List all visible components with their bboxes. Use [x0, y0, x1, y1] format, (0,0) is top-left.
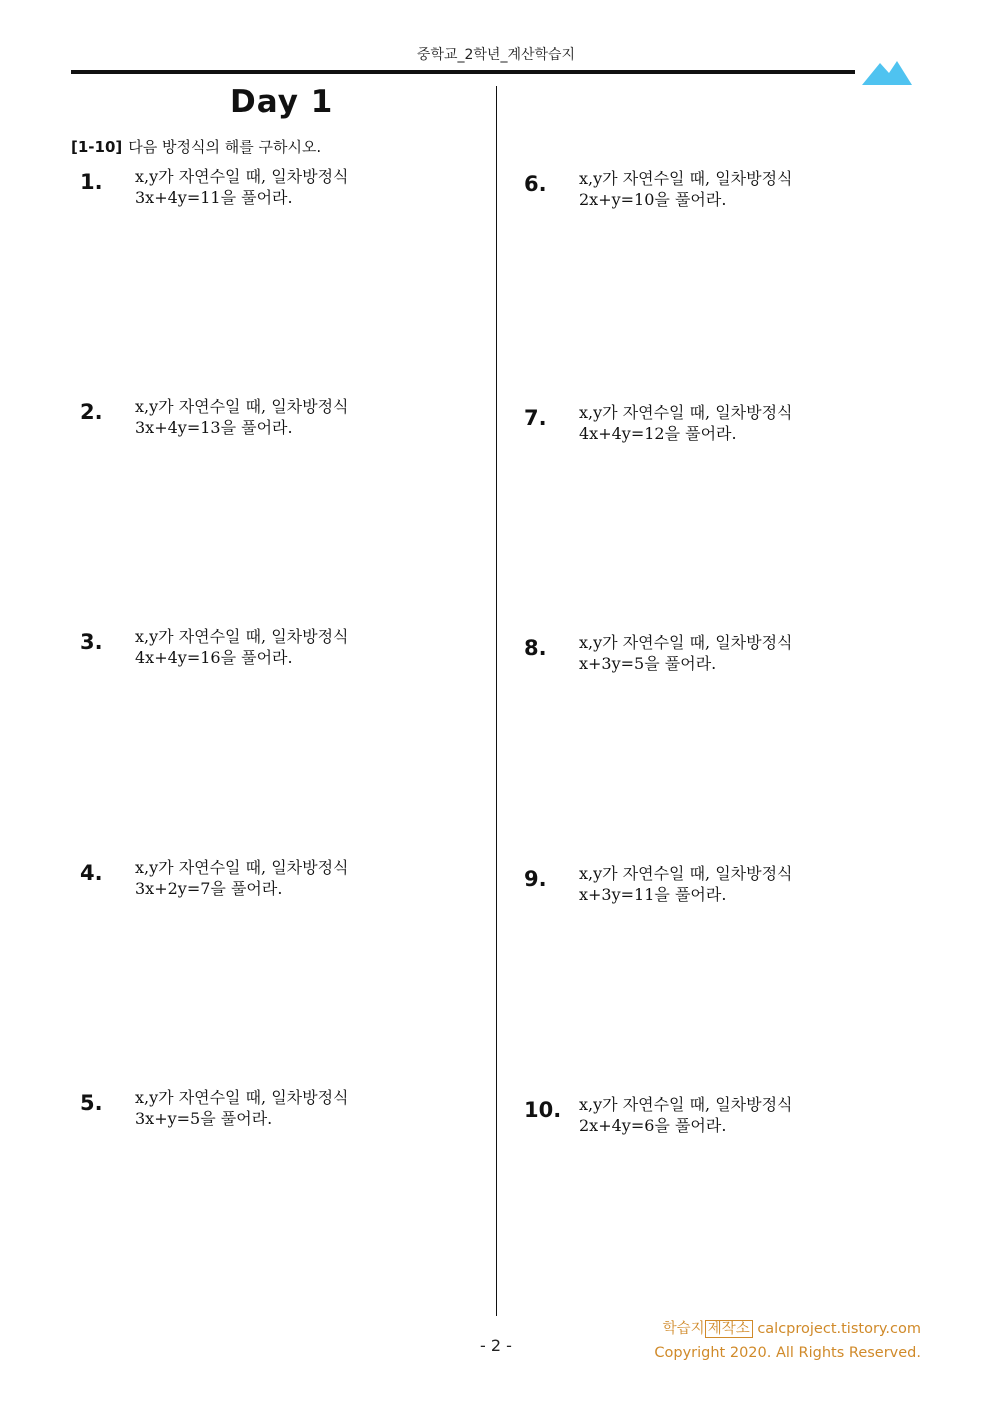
problem-number: 1. — [80, 170, 103, 194]
problem-line2: 2x+4y=6을 풀어라. — [579, 1116, 727, 1135]
problem-number: 10. — [524, 1098, 562, 1122]
problem-number: 5. — [80, 1091, 103, 1115]
instruction-text: 다음 방정식의 해를 구하시오. — [128, 138, 322, 156]
header-title: 중학교_2학년_계산학습지 — [416, 47, 576, 63]
footer — [654, 1317, 921, 1365]
problem-line1: x,y가 자연수일 때, 일차방정식 — [135, 1088, 349, 1107]
problem-number: 8. — [524, 636, 547, 660]
problem-line2: 2x+y=10을 풀어라. — [579, 190, 727, 209]
problem-line1: x,y가 자연수일 때, 일차방정식 — [579, 169, 793, 188]
problem-line2: 4x+4y=12을 풀어라. — [579, 424, 737, 443]
header-rule — [71, 70, 855, 74]
problem-line1: x,y가 자연수일 때, 일차방정식 — [135, 627, 349, 646]
problem-line2: 4x+4y=16을 풀어라. — [135, 648, 293, 667]
day-title: Day 1 — [230, 84, 334, 120]
problem-line2: 3x+4y=11을 풀어라. — [135, 188, 293, 207]
problem-number: 6. — [524, 172, 547, 196]
footer-copyright: Copyright 2020. All Rights Reserved. — [654, 1345, 921, 1361]
problem-line1: x,y가 자연수일 때, 일차방정식 — [579, 864, 793, 883]
instruction — [71, 136, 321, 157]
footer-brand-prefix: 학습지 — [662, 1321, 705, 1337]
problem-line2: 3x+2y=7을 풀어라. — [135, 879, 283, 898]
problem-line2: 3x+y=5을 풀어라. — [135, 1109, 273, 1128]
problem-number: 2. — [80, 400, 103, 424]
problem-line1: x,y가 자연수일 때, 일차방정식 — [135, 858, 349, 877]
problem-number: 3. — [80, 630, 103, 654]
problem-number: 7. — [524, 406, 547, 430]
problem-line1: x,y가 자연수일 때, 일차방정식 — [135, 167, 349, 186]
problem-line1: x,y가 자연수일 때, 일차방정식 — [579, 1095, 793, 1114]
problem-line1: x,y가 자연수일 때, 일차방정식 — [579, 633, 793, 652]
mountain-icon — [862, 57, 912, 85]
problem-number: 9. — [524, 867, 547, 891]
problem-line1: x,y가 자연수일 때, 일차방정식 — [135, 397, 349, 416]
problem-line1: x,y가 자연수일 때, 일차방정식 — [579, 403, 793, 422]
instruction-range: [1-10] — [71, 138, 123, 156]
problem-line2: x+3y=5을 풀어라. — [579, 654, 717, 673]
problem-line2: 3x+4y=13을 풀어라. — [135, 418, 293, 437]
problem-line2: x+3y=11을 풀어라. — [579, 885, 727, 904]
page-number: - 2 - — [480, 1336, 512, 1355]
footer-brand-boxed: 제작소 — [705, 1320, 753, 1338]
footer-brand-line — [654, 1317, 921, 1341]
problem-number: 4. — [80, 861, 103, 885]
footer-url[interactable]: calcproject.tistory.com — [757, 1321, 921, 1337]
column-divider — [496, 86, 497, 1316]
